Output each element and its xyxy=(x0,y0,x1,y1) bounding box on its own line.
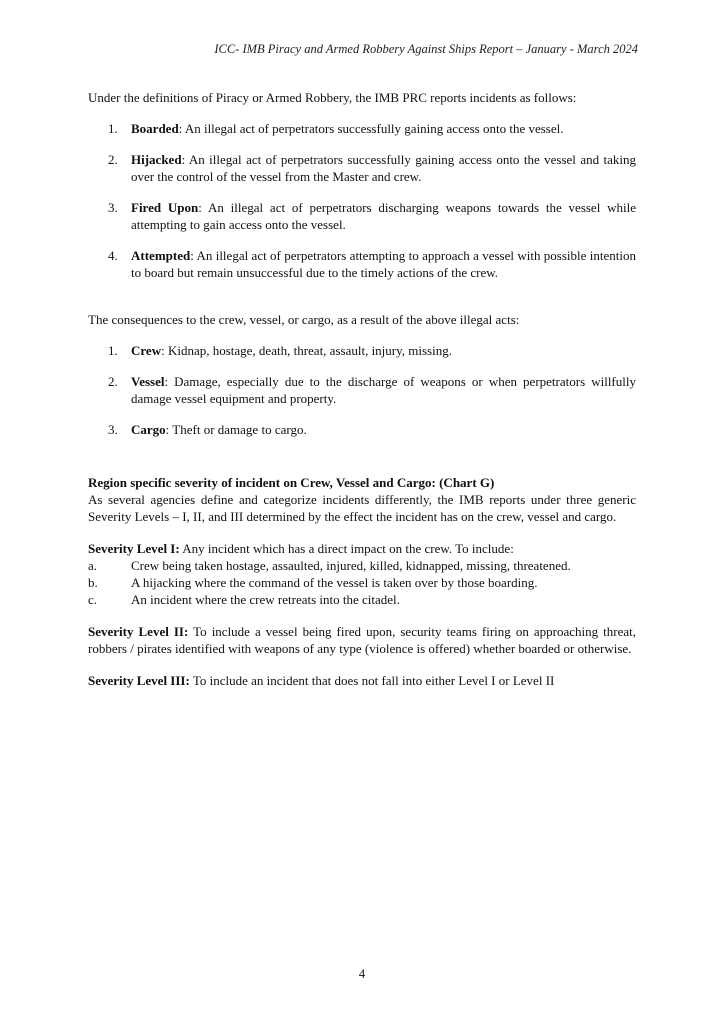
severity-level-2 xyxy=(88,623,636,657)
severity-level-1-text: Any incident which has a direct impact on the crew. To include: xyxy=(179,541,514,556)
list-item xyxy=(88,151,636,185)
page-number: 4 xyxy=(358,967,366,981)
definition-text: : An illegal act of perpetrators attempting to approach a vessel with possible intention to board but remain unsuccessful due to the timely actions of the crew. xyxy=(131,248,636,280)
severity-heading: Region specific severity of incident on Crew, Vessel and Cargo: (Chart G) xyxy=(88,475,495,490)
definition-text: : An illegal act of perpetrators discharging weapons towards the vessel while attempting to gain access onto the vessel. xyxy=(131,200,637,232)
list-letter: c. xyxy=(88,592,98,607)
list-letter: b. xyxy=(88,575,98,590)
definition-text: : An illegal act of perpetrators successfully gaining access onto the vessel. xyxy=(178,121,564,136)
severity-level-2-label: Severity Level II: xyxy=(88,624,189,639)
list-item-text: An incident where the crew retreats into the citadel. xyxy=(131,592,400,607)
severity-level-2-text: To include a vessel being fired upon, security teams firing on approaching threat, robbers / pirates identified with weapons of any type (violence is offered) whether boarded or otherwise. xyxy=(88,624,636,656)
severity-level-3-text: To include an incident that does not fall into either Level I or Level II xyxy=(189,673,555,688)
list-letter: a. xyxy=(88,558,98,573)
severity-level-3-label: Severity Level III: xyxy=(88,673,190,688)
consequences-list xyxy=(88,342,636,438)
severity-level-3 xyxy=(88,672,636,689)
list-number: 1. xyxy=(108,343,118,358)
page-content xyxy=(88,89,636,689)
list-number: 4. xyxy=(108,248,118,263)
consequence-text: : Damage, especially due to the discharge of weapons or when perpetrators willfully damage vessel equipment and property. xyxy=(131,374,636,406)
list-number: 3. xyxy=(108,422,118,437)
consequence-text: : Theft or damage to cargo. xyxy=(165,422,307,437)
term: Hijacked xyxy=(131,152,182,167)
list-item-text: A hijacking where the command of the vessel is taken over by those boarding. xyxy=(131,575,538,590)
list-item xyxy=(88,557,636,574)
list-item xyxy=(88,247,636,281)
definition-text: : An illegal act of perpetrators successfully gaining access onto the vessel and taking over the control of the vessel from the Master and crew. xyxy=(131,152,636,184)
term: Vessel xyxy=(131,374,165,389)
list-item xyxy=(88,591,636,608)
term: Cargo xyxy=(131,422,166,437)
consequence-text: : Kidnap, hostage, death, threat, assault, injury, missing. xyxy=(161,343,452,358)
term: Attempted xyxy=(131,248,191,263)
list-number: 1. xyxy=(108,121,118,136)
definitions-intro: Under the definitions of Piracy or Armed Robbery, the IMB PRC reports incidents as follows: xyxy=(88,90,577,105)
list-number: 2. xyxy=(108,152,118,167)
list-item xyxy=(88,373,636,407)
list-number: 2. xyxy=(108,374,118,389)
term: Fired Upon xyxy=(131,200,199,215)
list-item-text: Crew being taken hostage, assaulted, injured, killed, kidnapped, missing, threatened. xyxy=(131,558,571,573)
list-item xyxy=(88,199,636,233)
severity-level-1 xyxy=(88,540,636,608)
severity-intro: As several agencies define and categorize incidents differently, the IMB reports under three generic Severity Levels – I, II, and III determined by the effect the incident has on the crew, vessel and cargo. xyxy=(88,492,636,524)
list-item xyxy=(88,120,636,137)
definitions-list xyxy=(88,120,636,281)
severity-level-1-label: Severity Level I: xyxy=(88,541,180,556)
list-item xyxy=(88,574,636,591)
list-number: 3. xyxy=(108,200,118,215)
running-header: ICC- IMB Piracy and Armed Robbery Against Ships Report – January - March 2024 xyxy=(214,42,638,56)
term: Crew xyxy=(131,343,162,358)
severity-level-1-list xyxy=(88,557,636,608)
list-item xyxy=(88,421,636,438)
term: Boarded xyxy=(131,121,179,136)
consequences-intro: The consequences to the crew, vessel, or cargo, as a result of the above illegal acts: xyxy=(88,312,520,327)
list-item xyxy=(88,342,636,359)
